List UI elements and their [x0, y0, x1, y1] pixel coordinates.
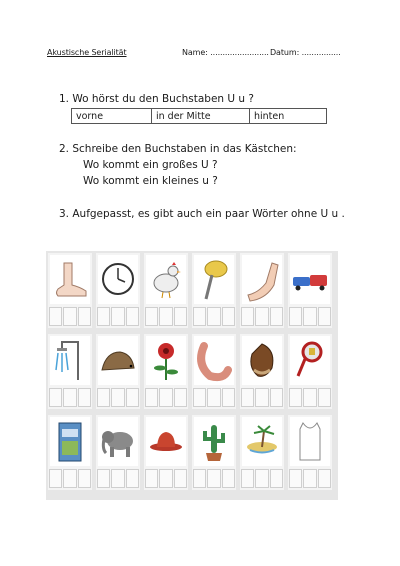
task-1-question: 1. Wo hörst du den Buchstaben U u ?	[59, 93, 254, 105]
answer-boxes[interactable]	[49, 388, 91, 407]
chestnut-icon	[242, 336, 282, 385]
picture-card-cars	[288, 253, 332, 328]
option-middle[interactable]: in der Mitte	[152, 109, 250, 123]
hat-icon	[146, 417, 186, 466]
answer-boxes[interactable]	[97, 388, 139, 407]
picture-card-elephant	[96, 415, 140, 490]
task-2-question: 2. Schreibe den Buchstaben in das Kästchen:	[59, 143, 297, 155]
picture-card-chicken	[144, 253, 188, 328]
option-end[interactable]: hinten	[254, 111, 285, 122]
elephant-icon	[98, 417, 138, 466]
picture-card-foot	[48, 253, 92, 328]
undershirt-icon	[290, 417, 330, 466]
picture-card-shower	[48, 334, 92, 409]
foot-icon	[50, 255, 90, 304]
answer-boxes[interactable]	[193, 388, 235, 407]
picture-card-undershirt	[288, 415, 332, 490]
answer-boxes[interactable]	[145, 469, 187, 488]
date-field[interactable]: Datum: ................	[270, 48, 341, 57]
arm-icon	[242, 255, 282, 304]
clock-icon	[98, 255, 138, 304]
picture-card-cactus	[192, 415, 236, 490]
picture-card-arm	[240, 253, 284, 328]
car-crash-icon	[290, 255, 330, 304]
picture-card-fork	[192, 253, 236, 328]
answer-boxes[interactable]	[193, 469, 235, 488]
answer-boxes[interactable]	[241, 307, 283, 326]
flower-icon	[146, 336, 186, 385]
hedgehog-icon	[98, 336, 138, 385]
picture-card-sausage	[192, 334, 236, 409]
cactus-icon	[194, 417, 234, 466]
answer-boxes[interactable]	[193, 307, 235, 326]
task-2-line-2: Wo kommt ein kleines u ?	[83, 175, 218, 187]
picture-card-clock	[96, 253, 140, 328]
picture-card-flower	[144, 334, 188, 409]
answer-boxes[interactable]	[241, 469, 283, 488]
answer-boxes[interactable]	[97, 307, 139, 326]
island-icon	[242, 417, 282, 466]
answer-boxes[interactable]	[97, 469, 139, 488]
magnifier-icon	[290, 336, 330, 385]
picture-card-hedgehog	[96, 334, 140, 409]
option-front[interactable]: vorne	[72, 109, 152, 123]
task-2-line-1: Wo kommt ein großes U ?	[83, 159, 218, 171]
answer-boxes[interactable]	[145, 307, 187, 326]
answer-boxes[interactable]	[289, 307, 331, 326]
sausage-icon	[194, 336, 234, 385]
fork-pasta-icon	[194, 255, 234, 304]
task-3-question: 3. Aufgepasst, es gibt auch ein paar Wörter ohne U u .	[59, 208, 345, 220]
picture-card-book	[48, 415, 92, 490]
answer-boxes[interactable]	[241, 388, 283, 407]
book-icon	[50, 417, 90, 466]
shower-icon	[50, 336, 90, 385]
picture-card-hat	[144, 415, 188, 490]
name-field[interactable]: Name: ........................	[182, 48, 269, 57]
picture-card-magnifier	[288, 334, 332, 409]
answer-boxes[interactable]	[145, 388, 187, 407]
picture-card-island	[240, 415, 284, 490]
picture-card-chestnut	[240, 334, 284, 409]
answer-boxes[interactable]	[289, 388, 331, 407]
answer-boxes[interactable]	[49, 469, 91, 488]
chicken-icon	[146, 255, 186, 304]
answer-boxes[interactable]	[289, 469, 331, 488]
picture-grid	[46, 251, 338, 500]
worksheet-title: Akustische Serialität	[47, 48, 127, 57]
position-options-table	[71, 108, 327, 124]
answer-boxes[interactable]	[49, 307, 91, 326]
